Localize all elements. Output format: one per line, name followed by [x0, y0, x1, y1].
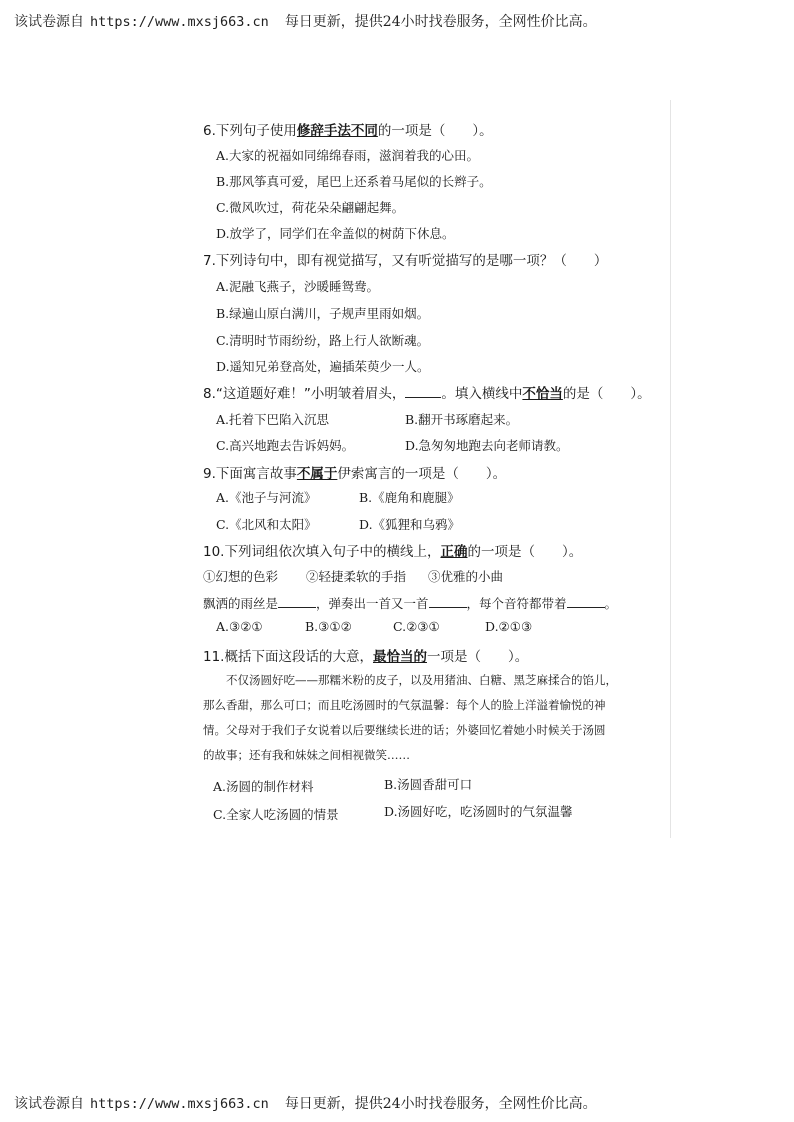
q8-stem-mid: 。填入横线中 — [441, 386, 523, 402]
q9-option-a: A.《池子与河流》 — [216, 490, 317, 505]
banner-prefix: 该试卷源自 — [14, 1096, 84, 1112]
q10-stem-pre: 10.下列词组依次填入句子中的横线上， — [203, 544, 441, 560]
q10-blank-1 — [278, 607, 316, 608]
q8-option-a: A.托着下巴陷入沉思 — [216, 412, 330, 427]
q10-phrase-1: ①幻想的色彩 — [203, 569, 279, 584]
q10-option-a: A.③②① — [216, 619, 263, 634]
q11-option-d: D.汤圆好吃，吃汤圆时的气氛温馨 — [384, 804, 573, 819]
q11-keyword: 最恰当的 — [372, 649, 427, 665]
q6-option-a: A.大家的祝福如同绵绵春雨，滋润着我的心田。 — [216, 148, 480, 163]
banner-url[interactable]: https://www.mxsj663.cn — [90, 1096, 269, 1112]
q9-option-b: B.《鹿角和鹿腿》 — [359, 490, 460, 505]
q7-option-d: D.遥知兄弟登高处，遍插茱萸少一人。 — [216, 359, 430, 374]
q8-stem-pre: 8.“这道题好难！”小明皱着眉头， — [203, 386, 406, 402]
q8-option-c: C.高兴地跑去告诉妈妈。 — [216, 438, 355, 453]
q11-option-b: B.汤圆香甜可口 — [384, 777, 473, 792]
top-banner — [14, 11, 784, 31]
banner-url[interactable]: https://www.mxsj663.cn — [90, 14, 269, 30]
q8-blank — [405, 397, 441, 398]
question-7-stem: 7.下列诗句中，即有视觉描写，又有听觉描写的是哪一项？（ ） — [203, 253, 608, 269]
q10-option-c: C.②③① — [393, 619, 440, 634]
question-6-stem — [203, 119, 493, 139]
q11-passage-line-2: 那么香甜，那么可口；而且吃汤圆时的气氛温馨：每个人的脸上洋溢着愉悦的神 — [203, 698, 606, 712]
q9-option-c: C.《北风和太阳》 — [216, 517, 317, 532]
q10-blank-2 — [429, 607, 467, 608]
q8-keyword: 不恰当 — [522, 386, 563, 402]
q10-sentence-part-c: ，每个音符都带着 — [466, 596, 567, 611]
q9-stem-pre: 9.下面寓言故事 — [203, 466, 297, 482]
bottom-banner — [14, 1093, 784, 1113]
q11-stem-post: 一项是（ ）。 — [426, 649, 529, 665]
q10-sentence-part-a: 飘洒的雨丝是 — [203, 596, 279, 611]
q11-stem-pre: 11.概括下面这段话的大意， — [203, 649, 373, 665]
q9-stem-post: 伊索寓言的一项是（ ）。 — [337, 466, 507, 482]
q11-option-a: A.汤圆的制作材料 — [213, 779, 314, 794]
q10-option-b: B.③①② — [305, 619, 352, 634]
q11-passage-line-4: 的故事；还有我和妹妹之间相视微笑…… — [203, 748, 410, 762]
q10-phrase-2: ②轻捷柔软的手指 — [306, 569, 407, 584]
banner-suffix: 每日更新，提供24小时找卷服务，全网性价比高。 — [284, 1096, 597, 1112]
q6-option-b: B.那风筝真可爱，尾巴上还系着马尾似的长辫子。 — [216, 174, 492, 189]
q10-blank-3 — [567, 607, 605, 608]
q8-stem-post: 的是（ ）。 — [562, 386, 651, 402]
q11-passage-line-1: 不仅汤圆好吃——那糯米粉的皮子，以及用猪油、白糖、黑芝麻揉合的馅儿， — [203, 673, 617, 687]
q11-passage-line-3: 情。父母对于我们子女说着以后要继续长进的话；外婆回忆着她小时候关于汤圆 — [203, 723, 606, 737]
q7-option-b: B.绿遍山原白满川，子规声里雨如烟。 — [216, 306, 430, 321]
banner-prefix: 该试卷源自 — [14, 14, 84, 30]
q6-stem-pre: 6.下列句子使用 — [203, 123, 297, 139]
q7-option-c: C.清明时节雨纷纷，路上行人欲断魂。 — [216, 333, 430, 348]
q10-keyword: 正确 — [440, 544, 468, 560]
q11-option-c: C.全家人吃汤圆的情景 — [213, 807, 339, 822]
q10-sentence — [203, 594, 617, 612]
q8-option-b: B.翻开书琢磨起来。 — [405, 412, 519, 427]
q6-keyword: 修辞手法不同 — [296, 123, 378, 139]
q10-stem-post: 的一项是（ ）。 — [467, 544, 583, 560]
question-8-stem — [203, 382, 651, 402]
q10-sentence-part-b: ，弹奏出一首又一首 — [316, 596, 429, 611]
question-10-stem — [203, 540, 582, 560]
q9-keyword: 不属于 — [296, 466, 338, 482]
q6-stem-post: 的一项是（ ）。 — [377, 123, 493, 139]
q8-option-d: D.急匆匆地跑去向老师请教。 — [405, 438, 569, 453]
q10-sentence-part-d: 。 — [604, 596, 618, 611]
q10-option-d: D.②①③ — [485, 619, 533, 634]
q7-option-a: A.泥融飞燕子，沙暖睡鸳鸯。 — [216, 279, 380, 294]
question-9-stem — [203, 462, 506, 482]
q6-option-d: D.放学了，同学们在伞盖似的树荫下休息。 — [216, 226, 455, 241]
question-11-stem — [203, 645, 528, 665]
q9-option-d: D.《狐狸和乌鸦》 — [359, 517, 461, 532]
scan-edge-line — [670, 100, 671, 838]
q10-phrase-3: ③优雅的小曲 — [428, 569, 504, 584]
q6-option-c: C.微风吹过，荷花朵朵翩翩起舞。 — [216, 200, 405, 215]
banner-suffix: 每日更新，提供24小时找卷服务，全网性价比高。 — [284, 14, 597, 30]
